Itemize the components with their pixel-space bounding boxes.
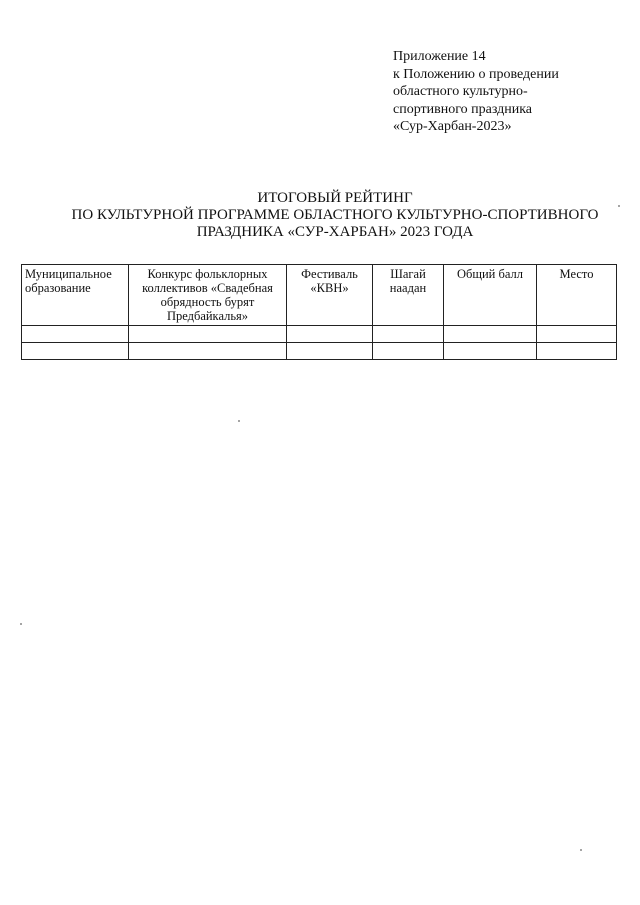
column-header-place: Место [537,265,617,326]
table-cell [373,326,444,343]
table-cell [444,343,537,360]
column-header-municipality: Муниципальное образование [22,265,129,326]
table-row [22,326,617,343]
table-cell [287,343,373,360]
table-cell [22,343,129,360]
title-line: ИТОГОВЫЙ РЕЙТИНГ [257,190,413,206]
document-title [40,190,630,241]
column-header-kvn-festival: Фестиваль «КВН» [287,265,373,326]
table-cell [537,326,617,343]
table-cell [129,326,287,343]
table-row [22,343,617,360]
appendix-line: областного культурно- [393,84,528,99]
appendix-line: спортивного праздника [393,101,533,117]
table-cell [129,343,287,360]
table-cell [373,343,444,360]
scan-speck [580,849,582,851]
table-header-row [22,265,617,326]
scan-speck [20,623,22,625]
scan-speck [618,205,620,207]
table-cell [287,326,373,343]
table-cell [444,326,537,343]
appendix-line: Приложение 14 [393,49,486,64]
appendix-line: «Сур-Харбан-2023» [393,119,512,134]
rating-table [21,264,617,360]
title-line: ПРАЗДНИКА «СУР-ХАРБАН» 2023 ГОДА [196,224,474,240]
column-header-total-score: Общий балл [444,265,537,326]
column-header-folklore-contest: Конкурс фольклорных коллективов «Свадебная обрядность бурят Предбайкалья» [129,265,287,326]
appendix-note [393,48,633,136]
title-line: ПО КУЛЬТУРНОЙ ПРОГРАММЕ ОБЛАСТНОГО КУЛЬТУРНО-СПОРТИВНОГО [71,207,599,223]
table-cell [537,343,617,360]
column-header-shagai-naadan: Шагай наадан [373,265,444,326]
table-cell [22,326,129,343]
appendix-line: к Положению о проведении [393,66,559,82]
scan-speck [238,420,240,422]
